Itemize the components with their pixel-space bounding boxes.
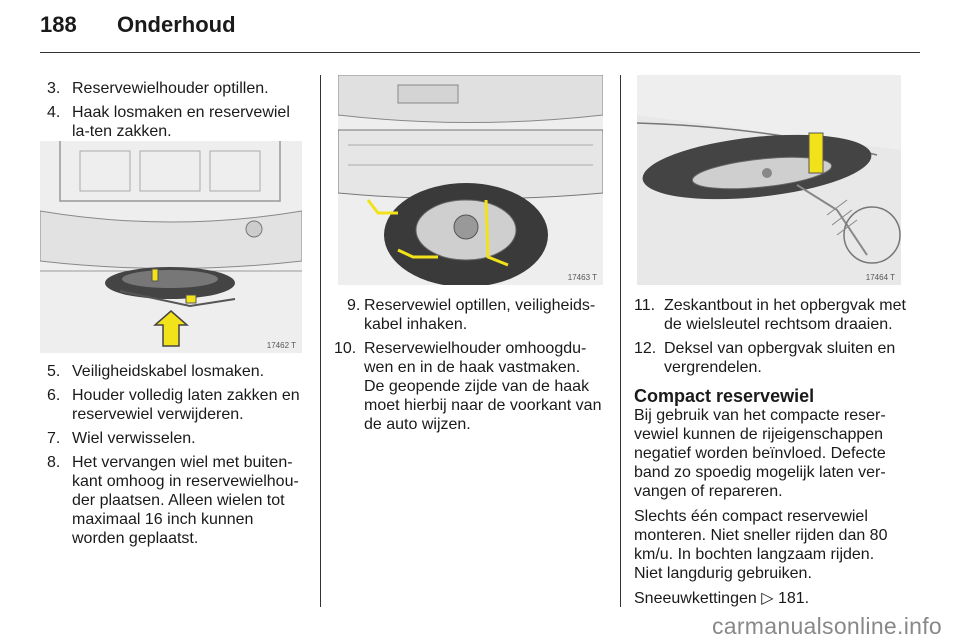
step-number: 12. bbox=[634, 340, 657, 357]
step-item bbox=[47, 429, 307, 448]
figure-spare-wheel-lowered bbox=[40, 141, 302, 353]
paragraph: Bij gebruik van het compacte reser-vewiel kunnen de rijeigenschappen negatief worden beïnvloed. Defecte band zo spoedig mogelijk laten ver-vangen of repareren. bbox=[634, 407, 886, 500]
steps-list-bottom bbox=[47, 362, 307, 548]
header-rule bbox=[40, 52, 920, 53]
watermark: carmanualsonline.info bbox=[711, 613, 942, 639]
figure-illustration bbox=[637, 75, 901, 285]
step-text: Veiligheidskabel losmaken. bbox=[72, 363, 265, 380]
step-number: 4. bbox=[47, 104, 61, 121]
step-text: Reservewiel optillen, veiligheids-kabel inhaken. bbox=[364, 297, 596, 333]
column-1-lower bbox=[47, 362, 307, 553]
step-text: Haak losmaken en reservewiel la-ten zakken. bbox=[72, 104, 290, 140]
section-heading: Compact reservewiel bbox=[634, 386, 815, 406]
column-1 bbox=[47, 79, 307, 146]
step-number: 6. bbox=[47, 387, 61, 404]
step-text: Wiel verwisselen. bbox=[72, 430, 196, 447]
step-item bbox=[634, 296, 906, 334]
column-divider-2 bbox=[620, 75, 621, 607]
step-item bbox=[47, 103, 307, 141]
step-number: 8. bbox=[47, 454, 61, 471]
step-text: Het vervangen wiel met buiten-kant omhoog in reservewielhou-der plaatsen. Alleen wielen tot maximaal 16 inch kunnen worden geplaatst. bbox=[72, 454, 299, 547]
column-2 bbox=[334, 296, 604, 439]
reference-page[interactable]: 181. bbox=[777, 590, 810, 607]
figure-code: 17464 T bbox=[865, 273, 895, 282]
step-text: Zeskantbout in het opbergvak met de wielsleutel rechtsom draaien. bbox=[664, 297, 906, 333]
figure-storage-compartment bbox=[637, 75, 901, 285]
figure-spare-wheel-raise bbox=[338, 75, 603, 285]
step-text: Reservewielhouder optillen. bbox=[72, 80, 269, 97]
figure-illustration bbox=[40, 141, 302, 353]
steps-list bbox=[634, 296, 906, 377]
reference-text: Sneeuwkettingen bbox=[634, 590, 757, 607]
steps-list-top bbox=[47, 79, 307, 141]
cross-reference bbox=[634, 589, 906, 608]
step-text: Reservewielhouder omhoogdu-wen en in de haak vastmaken. De geopende zijde van de haak moet hierbij naar de voorkant van de auto wijzen. bbox=[364, 340, 602, 433]
page-number: 188 bbox=[40, 12, 77, 37]
step-item bbox=[634, 339, 906, 377]
step-item bbox=[47, 386, 307, 424]
figure-code: 17462 T bbox=[266, 341, 296, 350]
step-number: 11. bbox=[634, 297, 656, 314]
page-title: Onderhoud bbox=[117, 12, 236, 37]
step-text: Deksel van opbergvak sluiten en vergrendelen. bbox=[664, 340, 896, 376]
step-item bbox=[334, 296, 604, 334]
step-number: 9. bbox=[347, 297, 361, 314]
step-text: Houder volledig laten zakken en reservewiel verwijderen. bbox=[72, 387, 300, 423]
arrow-reference-icon: ▷ bbox=[761, 590, 774, 607]
step-number: 3. bbox=[47, 80, 61, 97]
column-divider-1 bbox=[320, 75, 321, 607]
step-item bbox=[47, 362, 307, 381]
step-item bbox=[47, 453, 307, 548]
paragraph: Slechts één compact reservewiel monteren. Niet sneller rijden dan 80 km/u. In bochten langzaam rijden. Niet langdurig gebruiken. bbox=[634, 508, 888, 582]
step-number: 5. bbox=[47, 363, 61, 380]
steps-list bbox=[334, 296, 604, 434]
step-item bbox=[47, 79, 307, 98]
column-3 bbox=[634, 296, 906, 614]
step-item bbox=[334, 339, 604, 434]
figure-illustration bbox=[338, 75, 603, 285]
figure-code: 17463 T bbox=[567, 273, 597, 282]
step-number: 7. bbox=[47, 430, 61, 447]
step-number: 10. bbox=[334, 340, 357, 357]
